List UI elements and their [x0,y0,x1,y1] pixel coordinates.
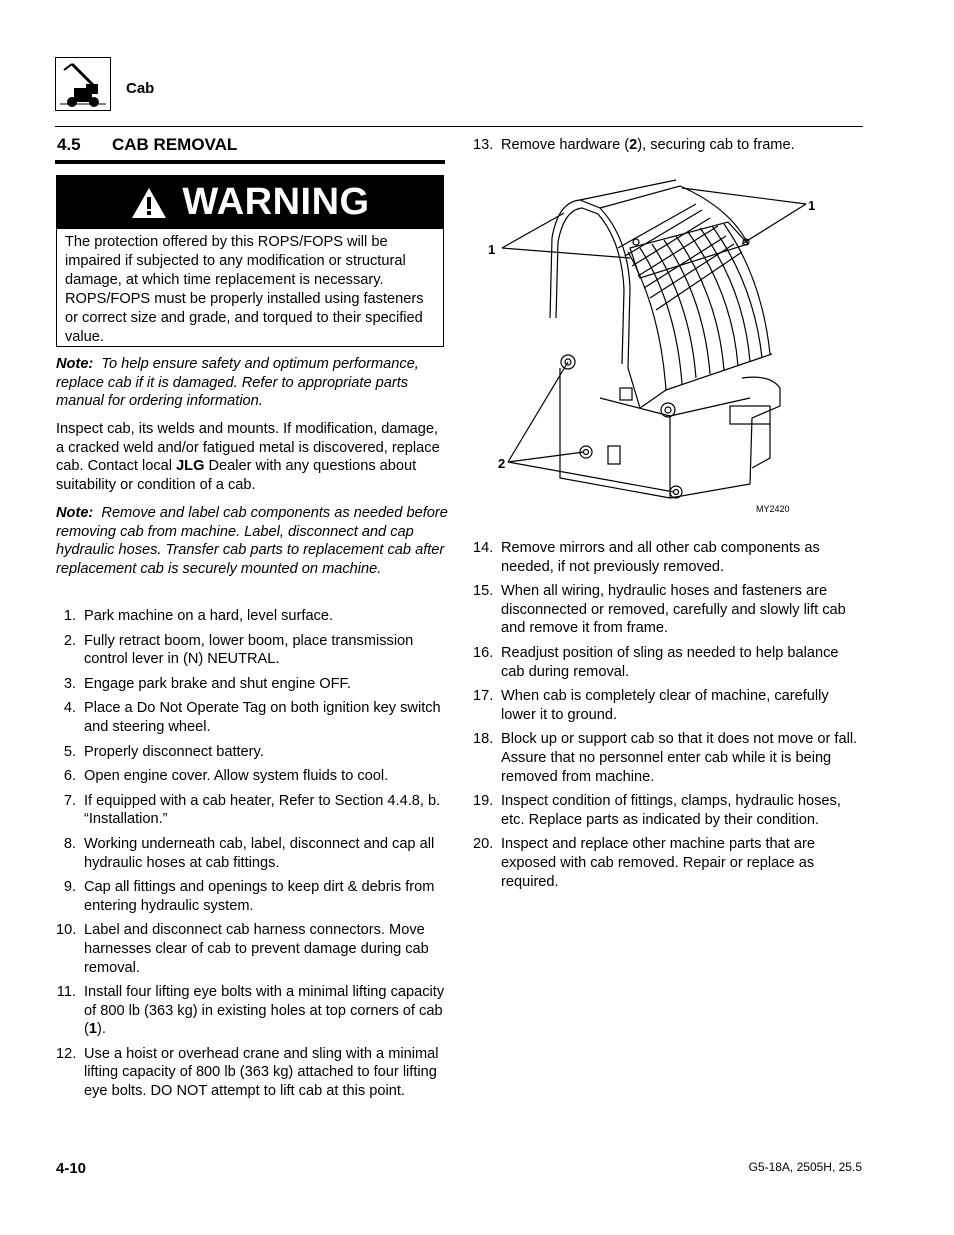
inspect-text: Inspect cab, its welds and mounts. If modification, damage, a cracked weld and/or fatigued metal is discovered, replace cab. Contact local [56,421,440,475]
step-13 [473,136,865,155]
list-item: 17. When cab is completely clear of machine, carefully lower it to ground. [473,688,829,723]
section-title-text: CAB REMOVAL [112,135,238,154]
list-item: 5. Properly disconnect battery. [63,743,264,760]
steps-list-left [56,607,448,1101]
warning-text: The protection offered by this ROPS/FOPS will be impaired if subjected to any modification or structural damage, at which time replacement is necessary. ROPS/FOPS must be properly installed using fasteners or correct size and grade, and torqued to their specified value. [65,234,424,345]
figure-code: MY2420 [756,504,790,514]
cab-illustration [480,178,820,518]
list-item: 14. Remove mirrors and all other cab components as needed, if not previously removed. [473,540,820,575]
list-item: 16. Readjust position of sling as needed to help balance cab during removal. [473,644,839,680]
section-number: 4.5 [57,135,81,154]
list-item: 7. If equipped with a cab heater, Refer to Section 4.4.8, b. “Installation.” [63,792,441,828]
telehandler-logo-icon [55,57,111,111]
document-id: G5-18A, 2505H, 25.5 [748,1160,862,1174]
list-item: 12. Use a hoist or overhead crane and sling with a minimal lifting capacity of 800 lb (363 kg) attached to four lifting eye bolts. DO NOT attempt to lift cab at this point. [56,1045,439,1100]
inspect-text-end: Dealer with any questions about suitability or condition of a cab. [56,458,417,493]
list-item: 15. When all wiring, hydraulic hoses and fasteners are disconnected or removed, carefully and slowly lift cab and remove it from frame. [473,583,846,637]
list-item: 9. Cap all fittings and openings to keep dirt & debris from entering hydraulic system. [63,879,435,914]
header-rule [55,126,863,127]
list-item: 10. Label and disconnect cab harness connectors. Move harnesses clear of cab to prevent damage during cab removal. [56,922,429,976]
note-label: Note: [56,356,94,372]
note-safety [56,355,448,411]
list-item: 19. Inspect condition of fittings, clamps, hydraulic hoses, etc. Replace parts as indicated by their condition. [473,793,841,828]
steps-list-right [473,539,865,891]
title-rule [55,160,445,164]
callout-1-right: 1 [808,198,816,213]
list-item: 4. Place a Do Not Operate Tag on both ignition key switch and steering wheel. [63,700,441,735]
list-item: 20. Inspect and replace other machine parts that are exposed with cab removed. Repair or replace as required. [473,836,815,890]
section-title [57,135,237,155]
page-number: 4-10 [56,1160,87,1177]
note-label: Note: [56,505,94,521]
note-text: To help ensure safety and optimum performance, replace cab if it is damaged. Refer to appropriate parts manual for ordering information. [56,356,419,410]
list-item: 6. Open engine cover. Allow system fluids to cool. [63,768,389,785]
list-item: 8. Working underneath cab, label, disconnect and cap all hydraulic hoses at cab fittings. [63,835,435,871]
list-item: 3. Engage park brake and shut engine OFF. [63,675,351,692]
callout-1-left: 1 [488,242,496,257]
header-section-name: Cab [126,80,155,97]
warning-box [56,175,444,347]
note-text: Remove and label cab components as needed before removing cab from machine. Label, disconnect and cap hydraulic hoses. Transfer cab parts to replacement cab after replacement cab is securely mounted on machine. [56,505,448,577]
inspect-paragraph [56,420,448,494]
list-item: 13. Remove hardware (2), securing cab to frame. [473,137,795,153]
brand-name: JLG [176,458,205,475]
note-label-components [56,504,448,578]
list-item: 2. Fully retract boom, lower boom, place transmission control lever in (N) NEUTRAL. [63,632,414,668]
warning-title: WARNING [182,181,370,223]
list-item: 1. Park machine on a hard, level surface. [63,608,334,624]
callout-2: 2 [498,456,506,471]
warning-triangle-icon [130,186,168,220]
list-item: 11. Install four lifting eye bolts with a minimal lifting capacity of 800 lb (363 kg) in existing holes at top corners of cab (1). [56,984,445,1038]
warning-header [57,176,443,229]
list-item: 18. Block up or support cab so that it does not move or fall. Assure that no personnel enter cab while it is being removed from machine. [473,731,858,785]
